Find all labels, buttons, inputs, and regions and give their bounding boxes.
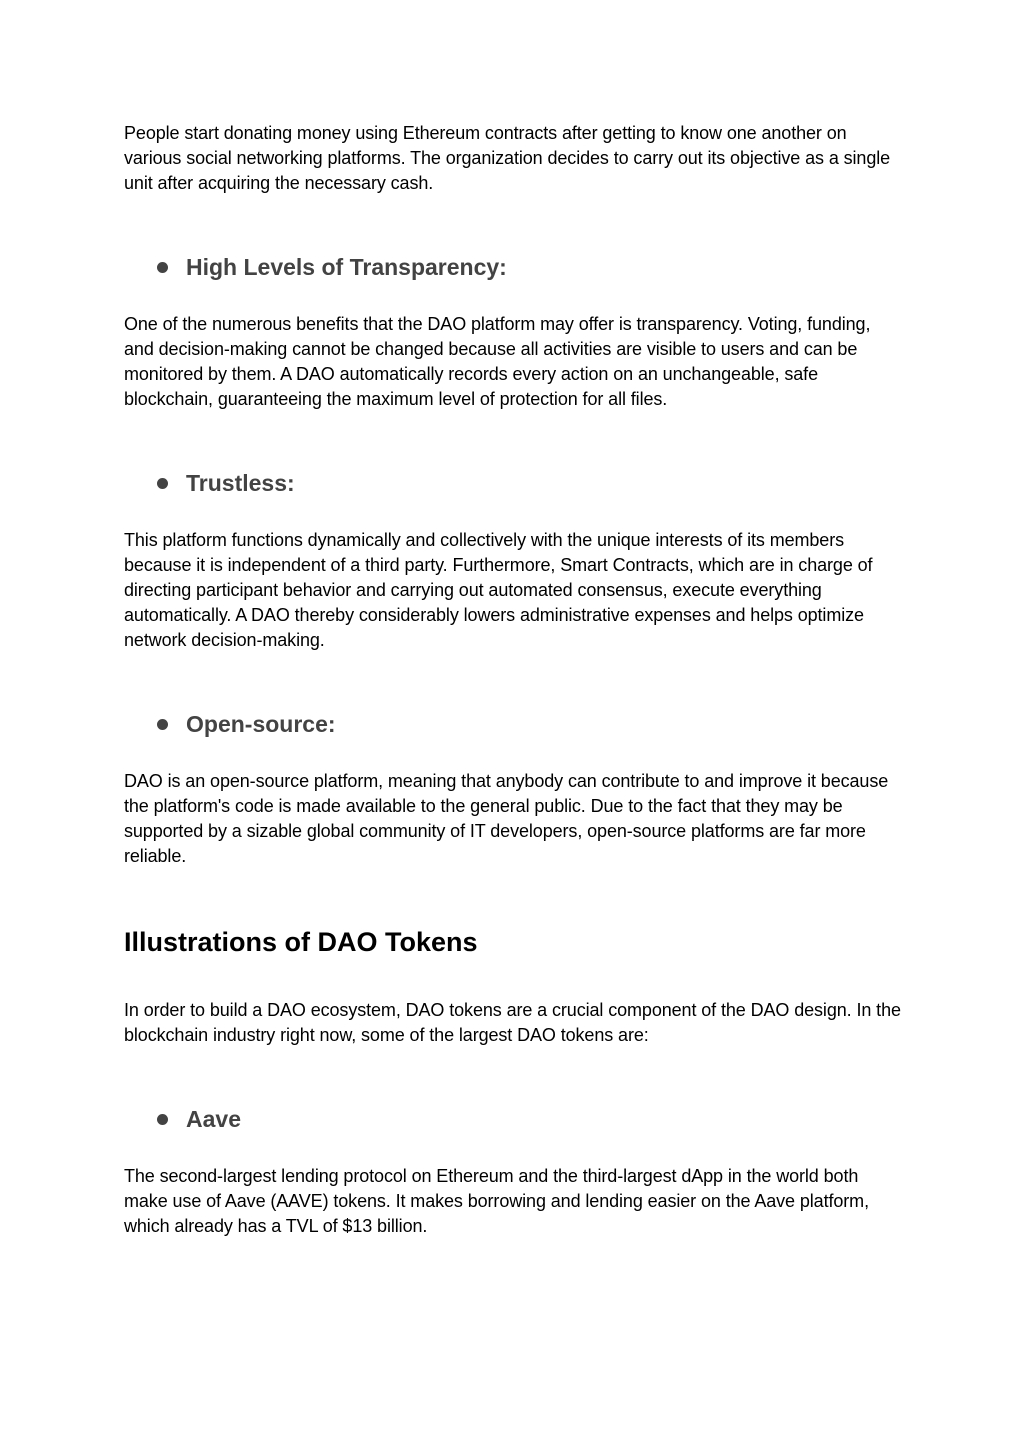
token-heading-label: Aave — [186, 1106, 241, 1132]
document-page — [124, 121, 904, 1239]
bullet-icon — [157, 478, 168, 489]
bullet-icon — [157, 719, 168, 730]
tokens-intro-paragraph: In order to build a DAO ecosystem, DAO tokens are a crucial component of the DAO design. In the blockchain industry right now, some of the largest DAO tokens are: — [124, 1000, 901, 1045]
bullet-icon — [157, 262, 168, 273]
feature-heading-open-source — [124, 709, 904, 739]
open-source-paragraph: DAO is an open-source platform, meaning that anybody can contribute to and improve it because the platform's code is made available to the general public. Due to the fact that they may be supported by a sizable global community of IT developers, open-source platforms are far more reliable. — [124, 771, 889, 866]
feature-heading-label: Trustless: — [186, 470, 295, 496]
feature-heading-trustless — [124, 468, 904, 498]
section-title-dao-tokens: Illustrations of DAO Tokens — [124, 927, 478, 957]
intro-paragraph: People start donating money using Ethereum contracts after getting to know one another on various social networking platforms. The organization decides to carry out its objective as a single unit after acquiring the necessary cash. — [124, 123, 891, 193]
feature-heading-transparency — [124, 252, 904, 282]
feature-heading-label: Open-source: — [186, 711, 336, 737]
aave-paragraph: The second-largest lending protocol on Ethereum and the third-largest dApp in the world both make use of Aave (AAVE) tokens. It makes borrowing and lending easier on the Aave platform, which already has a TVL of $13 billion. — [124, 1166, 869, 1236]
transparency-paragraph: One of the numerous benefits that the DAO platform may offer is transparency. Voting, funding, and decision-making cannot be changed because all activities are visible to users and can be monitored by them. A DAO automatically records every action on an unchangeable, safe blockchain, guaranteeing the maximum level of protection for all files. — [124, 314, 871, 409]
trustless-paragraph: This platform functions dynamically and collectively with the unique interests of its members because it is independent of a third party. Furthermore, Smart Contracts, which are in charge of directing participant behavior and carrying out automated consensus, execute everything automatically. A DAO thereby considerably lowers administrative expenses and helps optimize network decision-making. — [124, 530, 873, 650]
feature-heading-label: High Levels of Transparency: — [186, 254, 507, 280]
bullet-icon — [157, 1114, 168, 1125]
token-heading-aave — [124, 1104, 904, 1134]
